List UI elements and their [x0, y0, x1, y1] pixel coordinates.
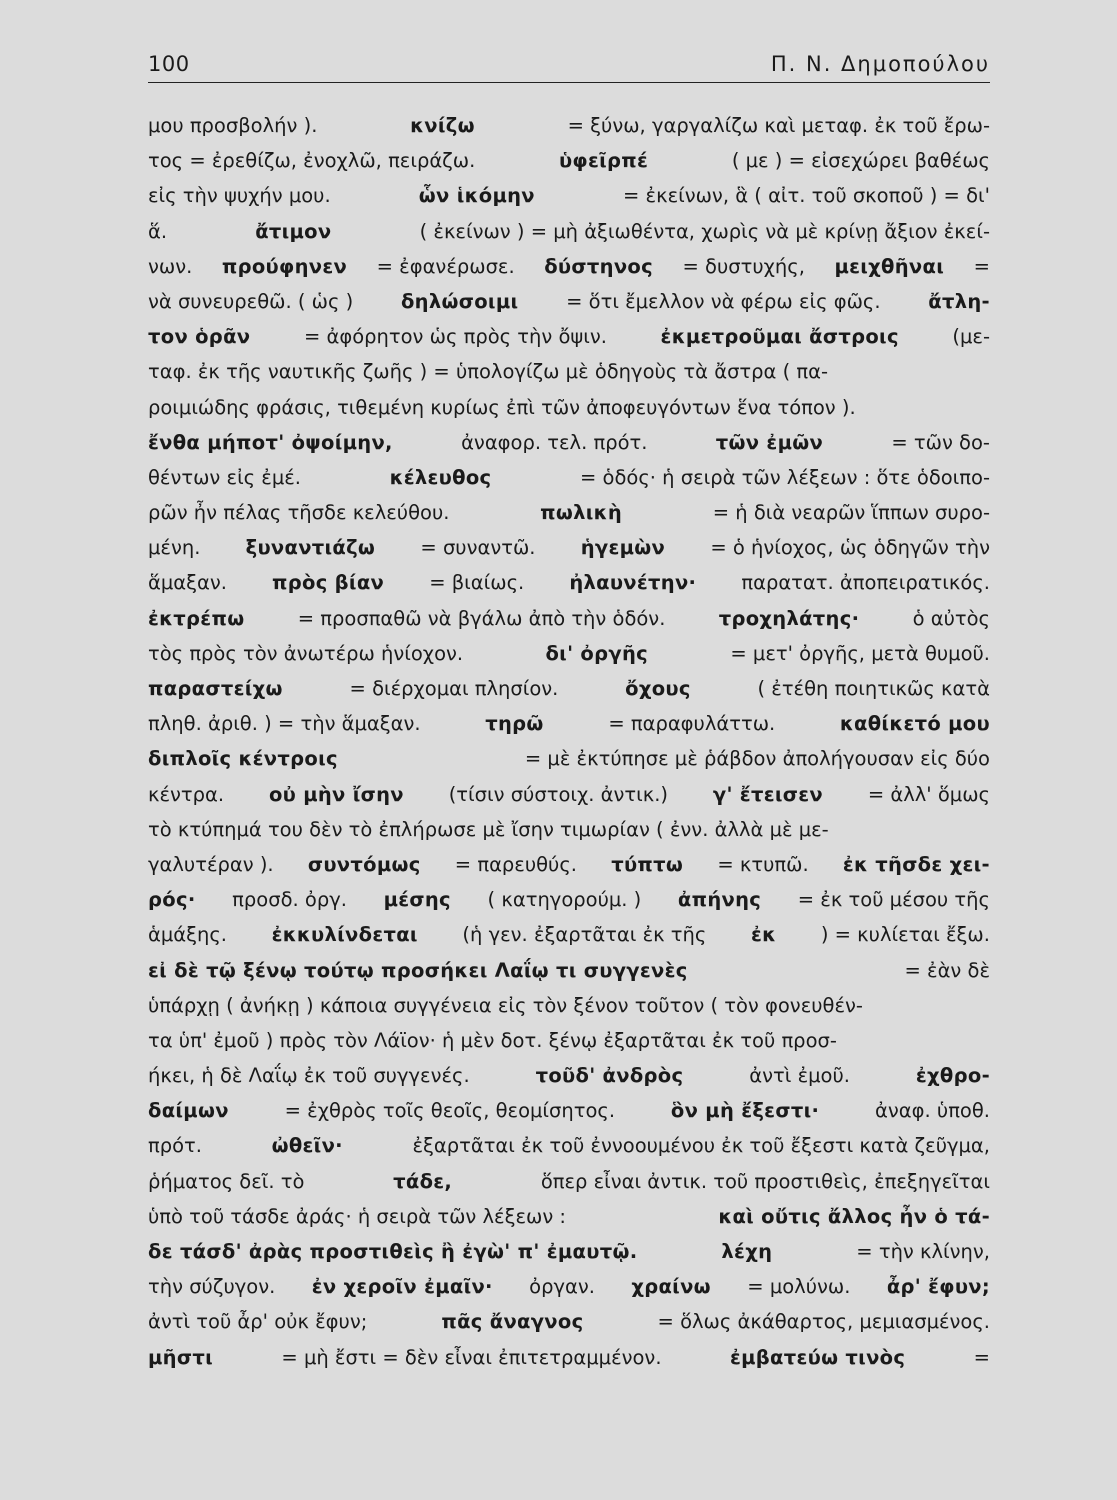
text-line: [148, 777, 990, 812]
lemma: ἆρ' ἔφυν;: [886, 1275, 990, 1299]
gloss: = δυστυχής,: [682, 254, 805, 278]
gloss: ( ἐκείνων ) = μὴ ἀξιωθέντα, χωρὶς νὰ μὲ κρίνῃ ἄξιον ἐκεί-: [419, 219, 990, 243]
lemma: ξυναντιάζω: [245, 536, 376, 560]
lemma: ἄτλη-: [928, 289, 990, 313]
lemma: καθίκετό μου: [839, 712, 990, 736]
gloss: ταφ. ἐκ τῆς ναυτικῆς ζωῆς ) = ὑπολογίζω μὲ ὁδηγοὺς τὰ ἄστρα ( πα-: [148, 360, 829, 384]
text-line: [148, 636, 990, 671]
lemma: ἐν χεροῖν ἐμαῖν·: [311, 1275, 493, 1299]
lemma: δι' ὀργῆς: [545, 641, 649, 665]
text-line: [148, 847, 990, 882]
text-line: [148, 1093, 990, 1128]
body-text: [148, 108, 990, 1375]
text-line: [148, 319, 990, 354]
gloss: ὑπὸ τοῦ τάσδε ἀράς· ἡ σειρὰ τῶν λέξεων :: [148, 1204, 566, 1228]
lemma: γ' ἔτεισεν: [712, 782, 823, 806]
gloss: ἐξαρτᾶται ἐκ τοῦ ἐννοουμένου ἐκ τοῦ ἔξεστι κατὰ ζεῦγμα,: [412, 1134, 990, 1158]
text-line: [148, 390, 990, 425]
gloss: =: [973, 1345, 990, 1369]
text-line: [148, 882, 990, 917]
lemma: χραίνω: [631, 1275, 711, 1299]
lemma: προύφηνεν: [221, 254, 348, 278]
gloss: θέντων εἰς ἐμέ.: [148, 465, 301, 489]
lemma: ἄτιμον: [255, 219, 332, 243]
gloss: ( με ) = εἰσεχώρει βαθέως: [731, 149, 990, 173]
text-line: [148, 460, 990, 495]
text-line: [148, 671, 990, 706]
text-line: [148, 249, 990, 284]
text-line: [148, 1058, 990, 1093]
gloss: τὸ κτύπημά του δὲν τὸ ἐπλήρωσε μὲ ἴσην τιμωρίαν ( ἐνν. ἀλλὰ μὲ με-: [148, 817, 829, 841]
lemma: ὠθεῖν·: [271, 1134, 343, 1158]
lemma: εἰ δὲ τῷ ξένῳ τούτῳ προσήκει Λαΐῳ τι συγγενὲς: [148, 958, 688, 982]
gloss: = κτυπῶ.: [717, 852, 809, 876]
lemma: συντόμως: [307, 852, 421, 876]
gloss: = τῶν δο-: [891, 430, 990, 454]
text-line: [148, 214, 990, 249]
lemma: πᾶς ἄναγνος: [441, 1310, 584, 1334]
gloss: ( κατηγορούμ. ): [487, 888, 642, 912]
gloss: = τὴν κλίνην,: [856, 1240, 990, 1263]
lemma: μῆστι: [148, 1345, 213, 1369]
lemma: οὐ μὴν ἴσην: [268, 782, 404, 806]
gloss: τα ὑπ' ἐμοῦ ) πρὸς τὸν Λάϊον· ἡ μὲν δοτ. ξένῳ ἐξαρτᾶται ἐκ τοῦ προσ-: [148, 1028, 837, 1052]
gloss: ῥήματος δεῖ. τὸ: [148, 1169, 305, 1193]
gloss: πρότ.: [148, 1134, 202, 1158]
gloss: μου προσβολήν ).: [148, 114, 318, 137]
text-line: [148, 601, 990, 636]
lemma: ἐμβατεύω τινὸς: [729, 1345, 906, 1369]
gloss: ἀντὶ ἐμοῦ.: [749, 1064, 850, 1088]
gloss: = ὁδός· ἡ σειρὰ τῶν λέξεων : ὅτε ὁδοιπο-: [579, 465, 990, 489]
gloss: = διέρχομαι πλησίον.: [349, 677, 559, 700]
gloss: ὀργαν.: [529, 1275, 595, 1299]
text-line: [148, 108, 990, 143]
gloss: γαλυτέραν ).: [148, 852, 274, 876]
lemma: παραστείχω: [148, 677, 283, 700]
lemma: ἀπήνης: [677, 888, 762, 912]
text-line: [148, 1269, 990, 1304]
lemma: ἔνθα μήποτ' ὀψοίμην,: [148, 430, 393, 454]
gloss: =: [973, 254, 990, 278]
gloss: = μολύνω.: [747, 1275, 851, 1299]
gloss: ἁμάξης.: [148, 923, 227, 947]
text-line: [148, 425, 990, 460]
text-line: [148, 1304, 990, 1339]
lemma: ἐχθρο-: [915, 1064, 990, 1088]
gloss: ροιμιώδης φράσις, τιθεμένη κυρίως ἐπὶ τῶν ἀποφευγόντων ἕνα τόπον ).: [148, 395, 856, 419]
lemma: μέσης: [383, 888, 451, 912]
gloss: ὅπερ εἶναι ἀντικ. τοῦ προστιθεὶς, ἐπεξηγεῖται: [540, 1169, 990, 1193]
text-line: [148, 495, 990, 530]
text-line: [148, 284, 990, 319]
gloss: παρατατ. ἀποπειρατικός.: [741, 571, 990, 595]
gloss: ἀναφορ. τελ. πρότ.: [461, 430, 648, 454]
gloss: μένη.: [148, 536, 201, 560]
gloss: = ἀλλ' ὅμως: [867, 782, 990, 806]
page-number: 100: [148, 52, 190, 76]
gloss: = ὅλως ἀκάθαρτος, μεμιασμένος.: [657, 1310, 990, 1334]
lemma: κέλευθος: [389, 465, 492, 489]
gloss: = ἐκείνων, ἃ ( αἰτ. τοῦ σκοποῦ ) = δι': [623, 184, 990, 208]
text-line: [148, 1164, 990, 1199]
lemma: δύστηνος: [544, 254, 653, 278]
text-line: [148, 1023, 990, 1058]
gloss: (ἡ γεν. ἐξαρτᾶται ἐκ τῆς: [462, 923, 707, 947]
text-line: [148, 988, 990, 1023]
gloss: = παραφυλάττω.: [608, 712, 776, 736]
gloss: ρῶν ἦν πέλας τῆσδε κελεύθου.: [148, 501, 450, 525]
lemma: ἐκ τῆσδε χει-: [842, 852, 990, 876]
gloss: νὰ συνευρεθῶ. ( ὡς ): [148, 289, 354, 313]
gloss: = μετ' ὀργῆς, μετὰ θυμοῦ.: [730, 641, 990, 665]
lemma: καὶ οὔτις ἄλλος ἦν ὁ τά-: [718, 1204, 990, 1228]
gloss: εἰς τὴν ψυχήν μου.: [148, 184, 331, 208]
lemma: ἐκμετροῦμαι ἄστροις: [660, 325, 899, 349]
lemma: ὄχους: [625, 677, 691, 700]
lemma: πωλικὴ: [540, 501, 623, 525]
lemma: ἐκ: [750, 923, 777, 947]
text-line: [148, 812, 990, 847]
text-line: [148, 565, 990, 600]
gloss: ἅ.: [148, 219, 168, 243]
gloss: νων.: [148, 254, 193, 278]
gloss: = μὲ ἐκτύπησε μὲ ῥάβδον ἀπολήγουσαν εἰς δύο: [524, 747, 990, 771]
gloss: = ἐκ τοῦ μέσου τῆς: [797, 888, 990, 912]
lemma: τῶν ἐμῶν: [715, 430, 824, 454]
gloss: ἅμαξαν.: [148, 571, 227, 595]
gloss: = ξύνω, γαργαλίζω καὶ μεταφ. ἐκ τοῦ ἔρω-: [567, 114, 990, 137]
lemma: δε τάσδ' ἀρὰς προστιθεὶς ἢ ἐγὼ' π' ἐμαυτῷ.: [148, 1240, 638, 1263]
lemma: ρός·: [148, 888, 196, 912]
gloss: = ἐφανέρωσε.: [376, 254, 515, 278]
gloss: (με-: [952, 325, 990, 349]
text-line: [148, 741, 990, 776]
lemma: τύπτω: [611, 852, 684, 876]
gloss: ἀναφ. ὑποθ.: [875, 1099, 990, 1123]
gloss: = συναντῶ.: [420, 536, 536, 560]
lemma: δηλώσοιμι: [400, 289, 519, 313]
text-line: [148, 953, 990, 988]
gloss: = ὁ ἡνίοχος, ὡς ὁδηγῶν τὴν: [710, 536, 990, 560]
lemma: τροχηλάτης·: [718, 606, 860, 630]
running-head: Π. Ν. Δημοπούλου: [770, 52, 990, 76]
gloss: ὑπάρχῃ ( ἀνήκῃ ) κάποια συγγένεια εἰς τὸν ξένον τοῦτον ( τὸν φονευθέν-: [148, 993, 863, 1017]
gloss: κέντρα.: [148, 782, 225, 806]
text-line: [148, 706, 990, 741]
text-line: [148, 1128, 990, 1163]
text-line: [148, 1340, 990, 1375]
text-line: [148, 354, 990, 389]
gloss: τὴν σύζυγον.: [148, 1275, 276, 1299]
gloss: = βιαίως.: [429, 571, 525, 595]
text-line: [148, 917, 990, 952]
text-line: [148, 178, 990, 213]
text-line: [148, 1199, 990, 1234]
lemma: τάδε,: [393, 1169, 453, 1193]
text-line: [148, 143, 990, 178]
lemma: διπλοῖς κέντροις: [148, 747, 338, 771]
gloss: ὁ αὐτὸς: [912, 606, 990, 630]
lemma: ἠλαυνέτην·: [569, 571, 697, 595]
lemma: ὃν μὴ ἔξεστι·: [670, 1099, 820, 1123]
lemma: τηρῶ: [485, 712, 544, 736]
lemma: τοῦδ' ἀνδρὸς: [535, 1064, 684, 1088]
lemma: τον ὁρᾶν: [148, 325, 251, 349]
gloss: τὸς πρὸς τὸν ἀνωτέρω ἡνίοχον.: [148, 641, 464, 665]
gloss: = μὴ ἔστι = δὲν εἶναι ἐπιτετραμμένον.: [281, 1345, 662, 1369]
gloss: τος = ἐρεθίζω, ἐνοχλῶ, πειράζω.: [148, 149, 476, 173]
gloss: = προσπαθῶ νὰ βγάλω ἀπὸ τὴν ὁδόν.: [297, 606, 666, 630]
lemma: ἐκκυλίνδεται: [271, 923, 418, 947]
gloss: = ἐὰν δὲ: [904, 958, 990, 982]
gloss: = ἀφόρητον ὡς πρὸς τὴν ὄψιν.: [303, 325, 607, 349]
page-header: [148, 40, 990, 83]
lemma: ἐκτρέπω: [148, 606, 245, 630]
lemma: ὧν ἱκόμην: [418, 184, 535, 208]
gloss: ήκει, ἡ δὲ Λαΐῳ ἐκ τοῦ συγγενές.: [148, 1064, 470, 1088]
gloss: πληθ. ἀριθ. ) = τὴν ἅμαξαν.: [148, 712, 421, 736]
text-line: [148, 530, 990, 565]
gloss: ἀντὶ τοῦ ἆρ' οὐκ ἔφυν;: [148, 1310, 368, 1334]
gloss: ) = κυλίεται ἔξω.: [820, 923, 990, 947]
lemma: μειχθῆναι: [834, 254, 945, 278]
gloss: προσδ. ὀργ.: [232, 888, 347, 912]
gloss: = ἐχθρὸς τοῖς θεοῖς, θεομίσητος.: [284, 1099, 616, 1123]
lemma: πρὸς βίαν: [272, 571, 385, 595]
gloss: = παρευθύς.: [454, 852, 577, 876]
lemma: δαίμων: [148, 1099, 229, 1123]
gloss: = ἡ διὰ νεαρῶν ἵππων συρο-: [712, 501, 990, 525]
gloss: = ὅτι ἔμελλον νὰ φέρω εἰς φῶς.: [566, 289, 881, 313]
lemma: ἡγεμὼν: [580, 536, 666, 560]
text-line: [148, 1234, 990, 1269]
lemma: ὑφεῖρπέ: [558, 149, 649, 173]
lemma: κνίζω: [410, 114, 475, 137]
gloss: ( ἐτέθη ποιητικῶς κατὰ: [757, 677, 990, 700]
lemma: λέχη: [721, 1240, 773, 1263]
gloss: (τίσιν σύστοιχ. ἀντικ.): [448, 782, 669, 806]
